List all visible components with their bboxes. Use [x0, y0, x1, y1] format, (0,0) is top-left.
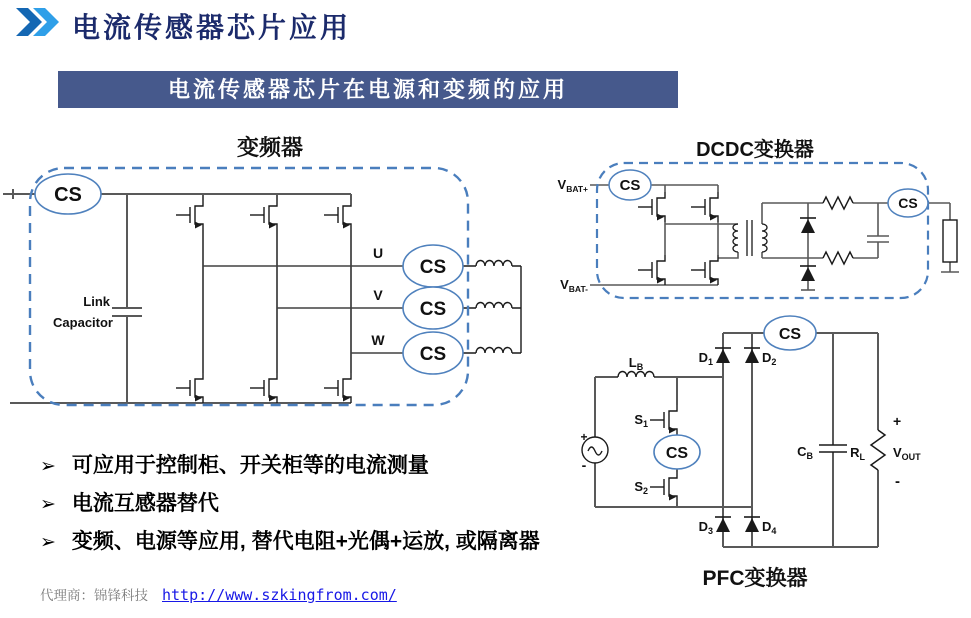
phase-v-label: V: [373, 287, 383, 303]
bullet-list: [40, 452, 540, 566]
rl-label: $R_L$: [850, 445, 865, 462]
section-banner: 电流传感器芯片在电源和变频的应用: [58, 71, 678, 108]
d2-label: $D_2$: [762, 350, 777, 367]
double-chevron-icon: [16, 8, 68, 36]
vout-label: $V_{OUT}$: [893, 445, 921, 462]
arrow-bullet-icon: ➢: [40, 456, 56, 477]
svg-text:CS: CS: [419, 299, 447, 320]
dcdc-circuit: [540, 160, 971, 310]
cs-sensor-phase-v: [403, 287, 463, 329]
svg-text:CS: CS: [54, 184, 82, 206]
cs-sensor-dcdc-input: [609, 170, 651, 200]
d3-label: $D_3$: [698, 519, 713, 536]
bullet-text: 变频、电源等应用, 替代电阻+光偶+运放, 或隔离器: [71, 530, 540, 553]
cs-sensor-dc-link: [35, 174, 101, 214]
source-minus-label: -: [581, 457, 587, 473]
s2-label: $S_2$: [634, 479, 648, 496]
cb-label: $C_B$: [797, 444, 813, 461]
page-title: 电流传感器芯片应用: [72, 12, 352, 43]
arrow-bullet-icon: ➢: [40, 494, 56, 515]
source-plus-label: +: [580, 430, 588, 444]
dcdc-title: DCDC变换器: [696, 139, 814, 161]
svg-text:CS: CS: [665, 445, 689, 462]
vout-minus-label: -: [895, 473, 900, 490]
cs-sensor-phase-u: [403, 245, 463, 287]
load-resistor-zigzag: [871, 430, 885, 470]
list-item: [40, 452, 540, 480]
dcdc-mosfets: [638, 192, 718, 285]
dcdc-transformer: [733, 220, 767, 256]
cs-sensor-pfc-leg: [654, 435, 700, 469]
footer-link[interactable]: http://www.szkingfrom.com/: [162, 586, 397, 604]
lb-label: $L_B$: [628, 355, 644, 372]
vout-plus-label: +: [893, 413, 902, 429]
list-item: [40, 528, 540, 556]
inverter-wires: [3, 189, 351, 403]
s1-label: $S_1$: [634, 412, 648, 429]
bullet-text: 可应用于控制柜、开关柜等的电流测量: [71, 454, 429, 477]
bullet-text: 电流互感器替代: [71, 492, 219, 515]
cs-sensor-phase-w: [403, 332, 463, 374]
arrow-bullet-icon: ➢: [40, 532, 56, 553]
inverter-title: 变频器: [236, 135, 303, 160]
link-cap-label-2: Capacitor: [53, 315, 113, 330]
vbat-minus-label: $V_{BAT-}$: [560, 277, 588, 294]
pfc-diodes: [715, 348, 760, 532]
phase-u-label: U: [372, 245, 384, 261]
phase-w-label: W: [371, 332, 385, 348]
d1-label: $D_1$: [698, 350, 713, 367]
svg-text:CS: CS: [419, 257, 447, 278]
list-item: [40, 490, 540, 518]
agent-label: 代理商：锦锋科技: [40, 588, 148, 603]
vbat-plus-label: $V_{BAT+}$: [557, 177, 588, 194]
boost-inductor: [618, 372, 654, 378]
inverter-circuit: [0, 125, 540, 417]
link-cap-label-1: Link: [83, 294, 110, 309]
svg-text:CS: CS: [778, 326, 802, 343]
svg-text:CS: CS: [419, 344, 447, 365]
pfc-circuit: [560, 310, 971, 565]
svg-text:CS: CS: [898, 195, 918, 211]
cs-sensor-pfc-output: [764, 316, 816, 350]
pfc-title: PFC变换器: [702, 567, 808, 590]
svg-text:CS: CS: [619, 177, 641, 194]
cs-sensor-dcdc-output: [888, 189, 928, 217]
motor-coils: [463, 261, 521, 354]
dcdc-resistors: [823, 197, 853, 264]
footer: [40, 584, 397, 604]
d4-label: $D_4$: [762, 519, 777, 536]
